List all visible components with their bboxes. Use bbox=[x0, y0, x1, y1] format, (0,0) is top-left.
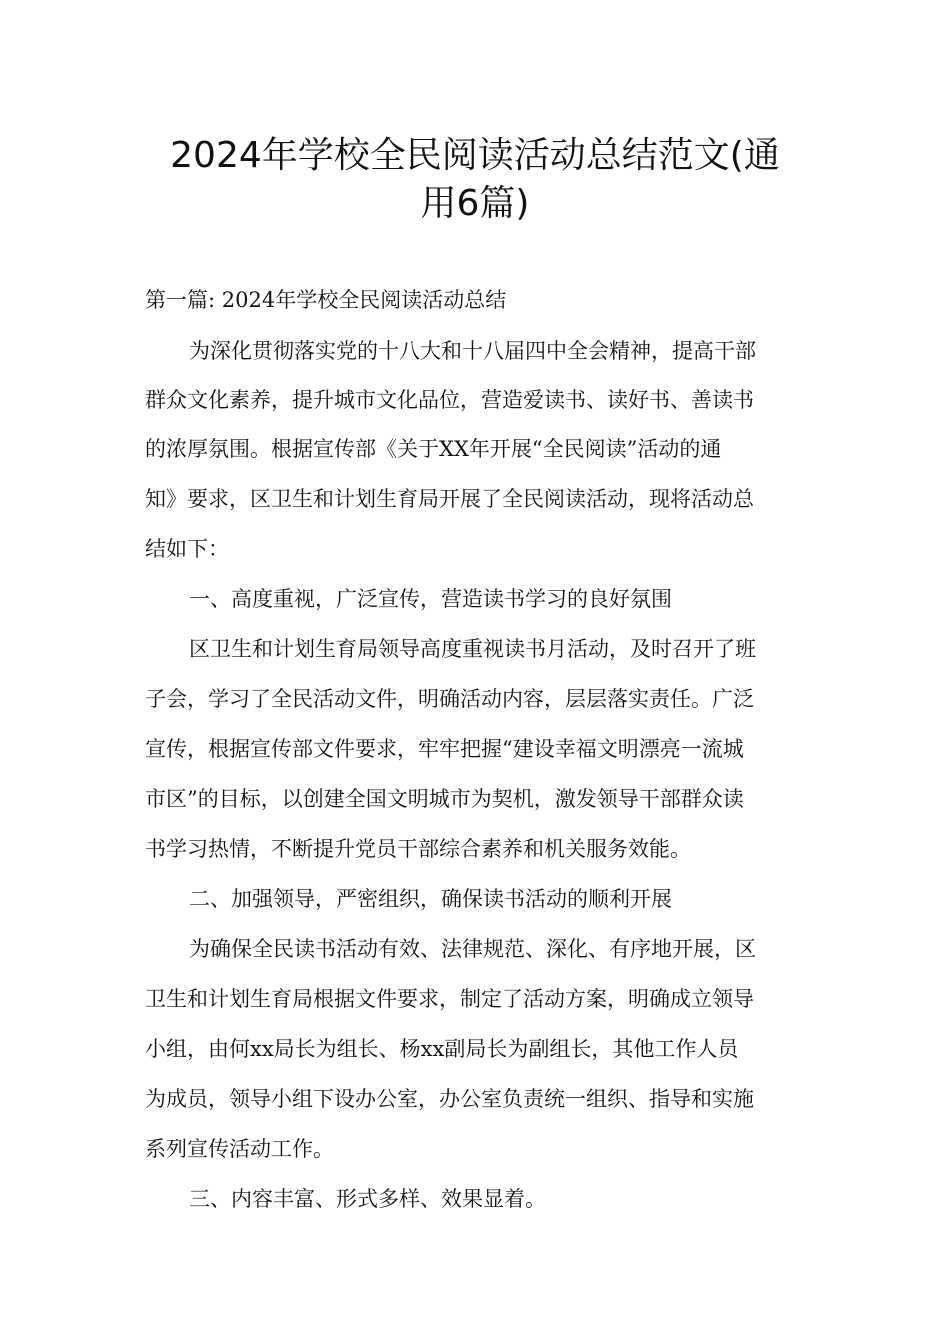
paragraph-line: 群众文化素养，提升城市文化品位，营造爱读书、读好书、善读书 bbox=[145, 388, 754, 412]
paragraph-line: 区卫生和计划生育局领导高度重视读书月活动，及时召开了班 bbox=[189, 637, 756, 661]
paragraph-line: 子会，学习了全民活动文件，明确活动内容，层层落实责任。广泛 bbox=[145, 687, 754, 711]
section-heading: 第一篇: 2024年学校全民阅读活动总结 bbox=[145, 288, 507, 312]
paragraph-line: 小组，由何xx局长为组长、杨xx副局长为副组长，其他工作人员 bbox=[145, 1037, 739, 1061]
paragraph-line: 为深化贯彻落实党的十八大和十八届四中全会精神，提高干部 bbox=[189, 339, 756, 363]
subheading: 二、加强领导，严密组织，确保读书活动的顺利开展 bbox=[189, 887, 672, 911]
paragraph-line: 的浓厚氛围。根据宣传部《关于XX年开展“全民阅读”活动的通 bbox=[145, 437, 722, 461]
paragraph-line: 市区”的目标，以创建全国文明城市为契机，激发领导干部群众读 bbox=[145, 787, 744, 811]
document-title-line-2: 用6篇) bbox=[420, 183, 530, 224]
paragraph-line: 卫生和计划生育局根据文件要求，制定了活动方案，明确成立领导 bbox=[145, 987, 754, 1011]
paragraph-line: 知》要求，区卫生和计划生育局开展了全民阅读活动，现将活动总 bbox=[145, 487, 754, 511]
document-title-line-1: 2024年学校全民阅读活动总结范文(通 bbox=[170, 135, 780, 176]
paragraph-line: 为确保全民读书活动有效、法律规范、深化、有序地开展，区 bbox=[189, 937, 756, 961]
paragraph-line: 书学习热情，不断提升党员干部综合素养和机关服务效能。 bbox=[145, 837, 691, 861]
paragraph-line: 系列宣传活动工作。 bbox=[145, 1137, 334, 1161]
subheading: 一、高度重视，广泛宣传，营造读书学习的良好氛围 bbox=[189, 587, 672, 611]
paragraph-line: 为成员，领导小组下设办公室，办公室负责统一组织、指导和实施 bbox=[145, 1087, 754, 1111]
paragraph-line: 结如下： bbox=[145, 537, 229, 561]
paragraph-line: 宣传，根据宣传部文件要求，牢牢把握“建设幸福文明漂亮一流城 bbox=[145, 737, 744, 761]
subheading: 三、内容丰富、形式多样、效果显着。 bbox=[189, 1187, 546, 1211]
